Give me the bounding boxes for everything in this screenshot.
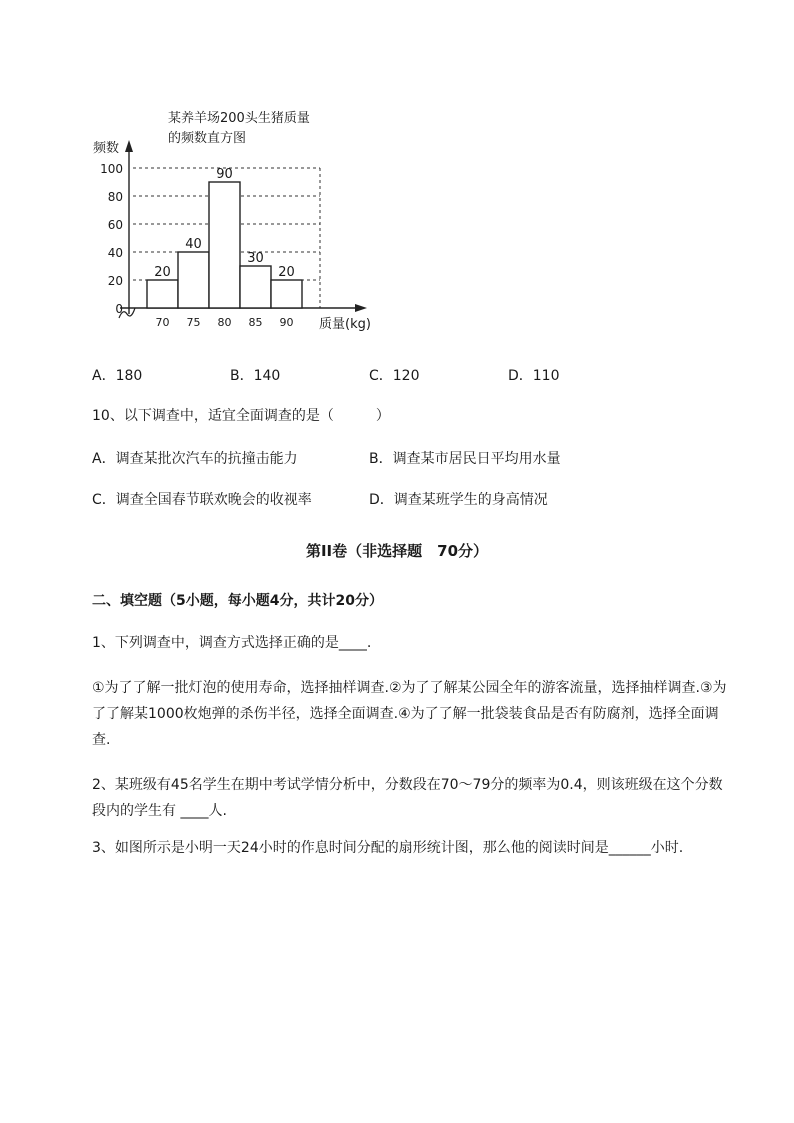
- y-tick-20: 20: [107, 274, 123, 288]
- chart-title-line-1: 某养羊场200头生猪质量: [168, 111, 310, 126]
- chart-xlabel: 质量(kg): [319, 317, 371, 332]
- q9-option-c: C．120: [369, 368, 420, 384]
- chart-ylabel: 频数: [93, 141, 120, 156]
- bar-1: [147, 280, 178, 308]
- q10-option-d: D．调查某班学生的身高情况: [369, 492, 548, 508]
- q10-option-c: C．调查全国春节联欢晚会的收视率: [92, 492, 312, 508]
- y-tick-60: 60: [107, 218, 123, 232]
- bar-2: [178, 252, 209, 308]
- part2-title: 第II卷（非选择题 70分）: [305, 542, 489, 560]
- bar-value-label-1: 20: [154, 265, 171, 280]
- q10-option-b: B．调查某市居民日平均用水量: [369, 451, 561, 467]
- bar-5: [271, 280, 302, 308]
- y-tick-80: 80: [107, 190, 123, 204]
- fill-q1-body: ①为了了解一批灯泡的使用寿命，选择抽样调查.②为了了解某公园全年的游客流量，选择抽样调查.③为了了解某1000枚炮弹的杀伤半径，选择全面调查.④为了了解一批袋装食品是否有防腐剂，选择全面调查.: [92, 680, 727, 748]
- x-tick-70: 70: [155, 316, 170, 329]
- section2-title: 二、填空题（5小题，每小题4分，共计20分）: [92, 593, 383, 609]
- fill-q3-stem: 3、如图所示是小明一天24小时的作息时间分配的扇形统计图，那么他的阅读时间是______小时.: [92, 840, 684, 856]
- chart-title-line-2: 的频数直方图: [168, 131, 247, 146]
- fill-q1-stem: 1、下列调查中，调查方式选择正确的是____.: [92, 635, 372, 651]
- x-tick-80: 80: [217, 316, 232, 329]
- bar-4: [240, 266, 271, 308]
- q9-option-d: D．110: [508, 368, 560, 384]
- x-tick-85: 85: [248, 316, 263, 329]
- x-tick-75: 75: [186, 316, 201, 329]
- q9-option-a: A．180: [92, 368, 143, 384]
- chart-bars: [147, 182, 302, 308]
- bar-value-label-4: 30: [247, 251, 264, 266]
- bar-value-label-5: 20: [278, 265, 295, 280]
- chart-title: [93, 110, 310, 156]
- y-tick-100: 100: [100, 162, 123, 176]
- bar-value-label-2: 40: [185, 237, 202, 252]
- histogram-chart: [85, 100, 395, 340]
- x-axis-arrow: [355, 304, 367, 312]
- y-tick-40: 40: [107, 246, 123, 260]
- bar-3: [209, 182, 240, 308]
- x-tick-90: 90: [279, 316, 294, 329]
- q10-option-a: A．调查某批次汽车的抗撞击能力: [92, 451, 298, 467]
- q9-option-b: B．140: [230, 368, 281, 384]
- fill-q2-stem: 2、某班级有45名学生在期中考试学情分析中，分数段在70～79分的频率为0.4，则该班级在这个分数段内的学生有 ____人.: [92, 777, 723, 819]
- y-axis-arrow: [125, 140, 133, 152]
- q10-stem: 10、以下调查中，适宜全面调查的是（ ）: [92, 408, 390, 424]
- bar-value-label-3: 90: [216, 167, 233, 182]
- y-tick-0: 0: [115, 302, 123, 316]
